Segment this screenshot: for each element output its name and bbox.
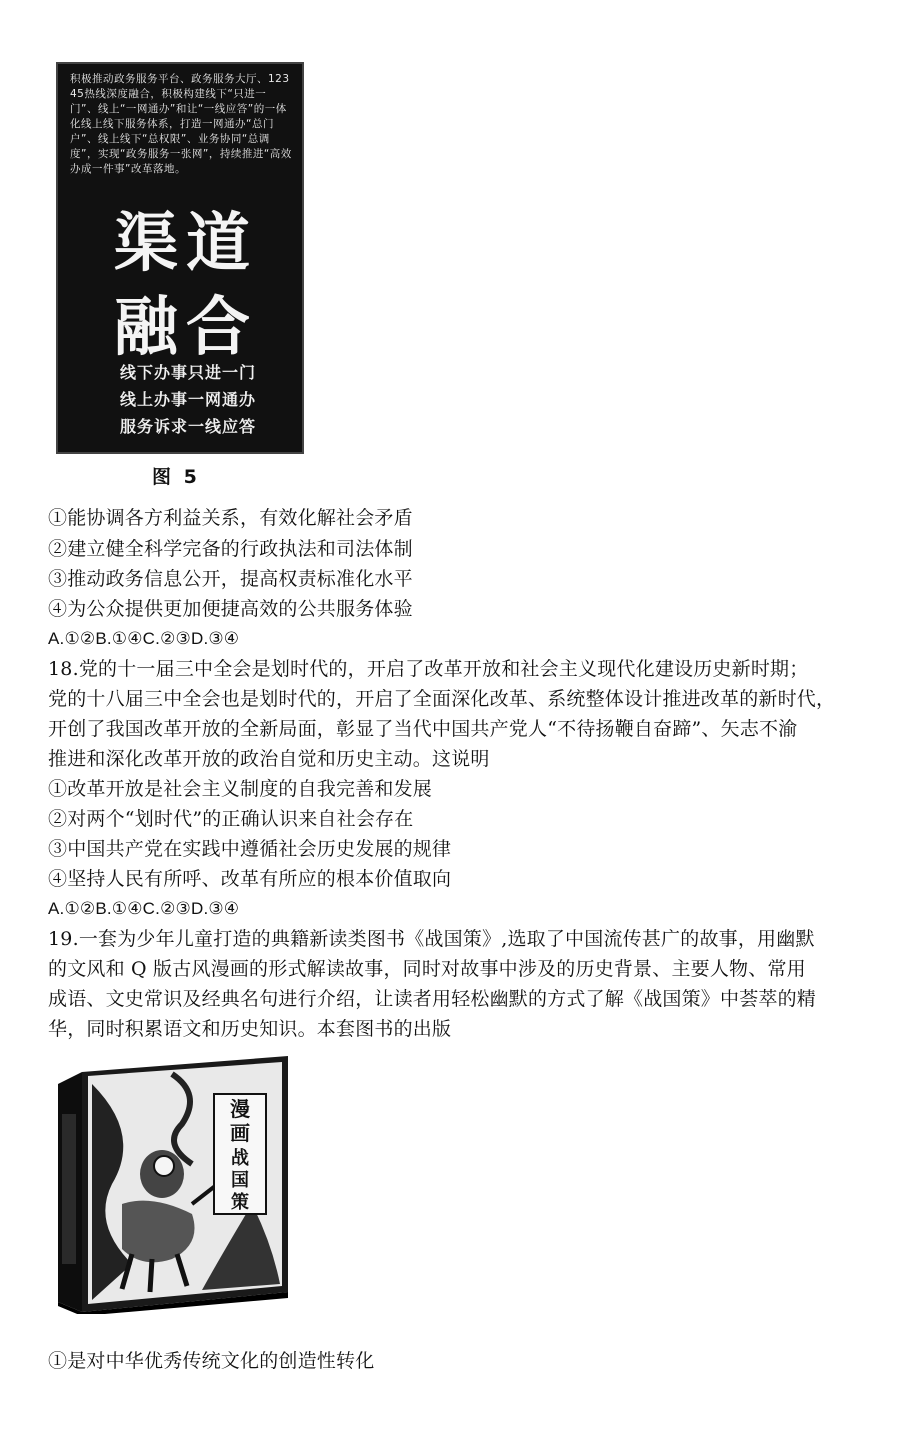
q17-option-2: ②建立健全科学完备的行政执法和司法体制 (48, 538, 413, 560)
q18-option-1: ①改革开放是社会主义制度的自我完善和发展 (48, 778, 433, 800)
q18-stem-line-4: 推进和深化改革开放的政治自觉和历史主动。这说明 (48, 748, 490, 770)
poster-title-line1: 渠道 (114, 207, 258, 281)
q19-stem-line-1: 19.一套为少年儿童打造的典籍新读类图书《战国策》,选取了中国流传甚广的故事，用幽默 (48, 928, 815, 950)
q18-stem-line-2: 党的十八届三中全会也是划时代的，开启了全面深化改革、系统整体设计推进改革的新时代， (48, 688, 836, 710)
q19-stem-line-2: 的文风和 Q 版古风漫画的形式解读故事，同时对故事中涉及的历史背景、主要人物、常用 (48, 958, 806, 980)
q19-option-1: ①是对中华优秀传统文化的创造性转化 (48, 1350, 375, 1372)
poster-slogan-2: 线上办事一网通办 (120, 390, 257, 409)
q18-option-2: ②对两个“划时代”的正确认识来自社会存在 (48, 808, 414, 830)
q18-option-4: ④坚持人民有所呼、改革有所应的根本价值取向 (48, 868, 452, 890)
figure-caption: 图 5 (152, 466, 200, 488)
q17-option-1: ①能协调各方利益关系，有效化解社会矛盾 (48, 507, 413, 529)
poster-slogan-3: 服务诉求一线应答 (120, 417, 257, 436)
q17-answer-choices: A.①②B.①④C.②③D.③④ (48, 629, 240, 648)
q18-stem-line-3: 开创了我国改革开放的全新局面，彰显了当代中国共产党人“不待扬鞭自奋蹄”、矢志不渝 (48, 718, 798, 740)
q18-stem-line-1: 18.党的十一届三中全会是划时代的，开启了改革开放和社会主义现代化建设历史新时期； (48, 658, 809, 680)
book-cover-image (52, 1054, 288, 1314)
svg-text:策: 策 (231, 1192, 249, 1213)
svg-text:漫: 漫 (230, 1097, 250, 1121)
poster-slogan-1: 线下办事只进一门 (120, 363, 257, 382)
q18-option-3: ③中国共产党在实践中遵循社会历史发展的规律 (48, 838, 452, 860)
q19-stem-line-4: 华，同时积累语文和历史知识。本套图书的出版 (48, 1018, 452, 1040)
figure-5-poster (56, 62, 304, 454)
q18-answer-choices: A.①②B.①④C.②③D.③④ (48, 899, 240, 918)
q19-stem-line-3: 成语、文史常识及经典名句进行介绍，让读者用轻松幽默的方式了解《战国策》中荟萃的精 (48, 988, 817, 1010)
poster-title-line2: 融合 (114, 291, 258, 365)
svg-text:画: 画 (230, 1121, 250, 1145)
poster-small-text: 积极推动政务服务平台、政务服务大厅、12345热线深度融合，积极构建线下“只进一门”、线上“一网通办”和让“一线应答”的一体化线上线下服务体系，打造一网通办“总门户”、线上线下“总权限”、业务协同“总调度”，实现“政务服务一张网”，持续推进“高效办成一件事”改革落地。 (70, 73, 292, 175)
q17-option-3: ③推动政务信息公开，提高权责标准化水平 (48, 568, 413, 590)
q17-option-4: ④为公众提供更加便捷高效的公共服务体验 (48, 598, 413, 620)
svg-text:国: 国 (231, 1170, 249, 1191)
svg-text:战: 战 (231, 1148, 249, 1169)
